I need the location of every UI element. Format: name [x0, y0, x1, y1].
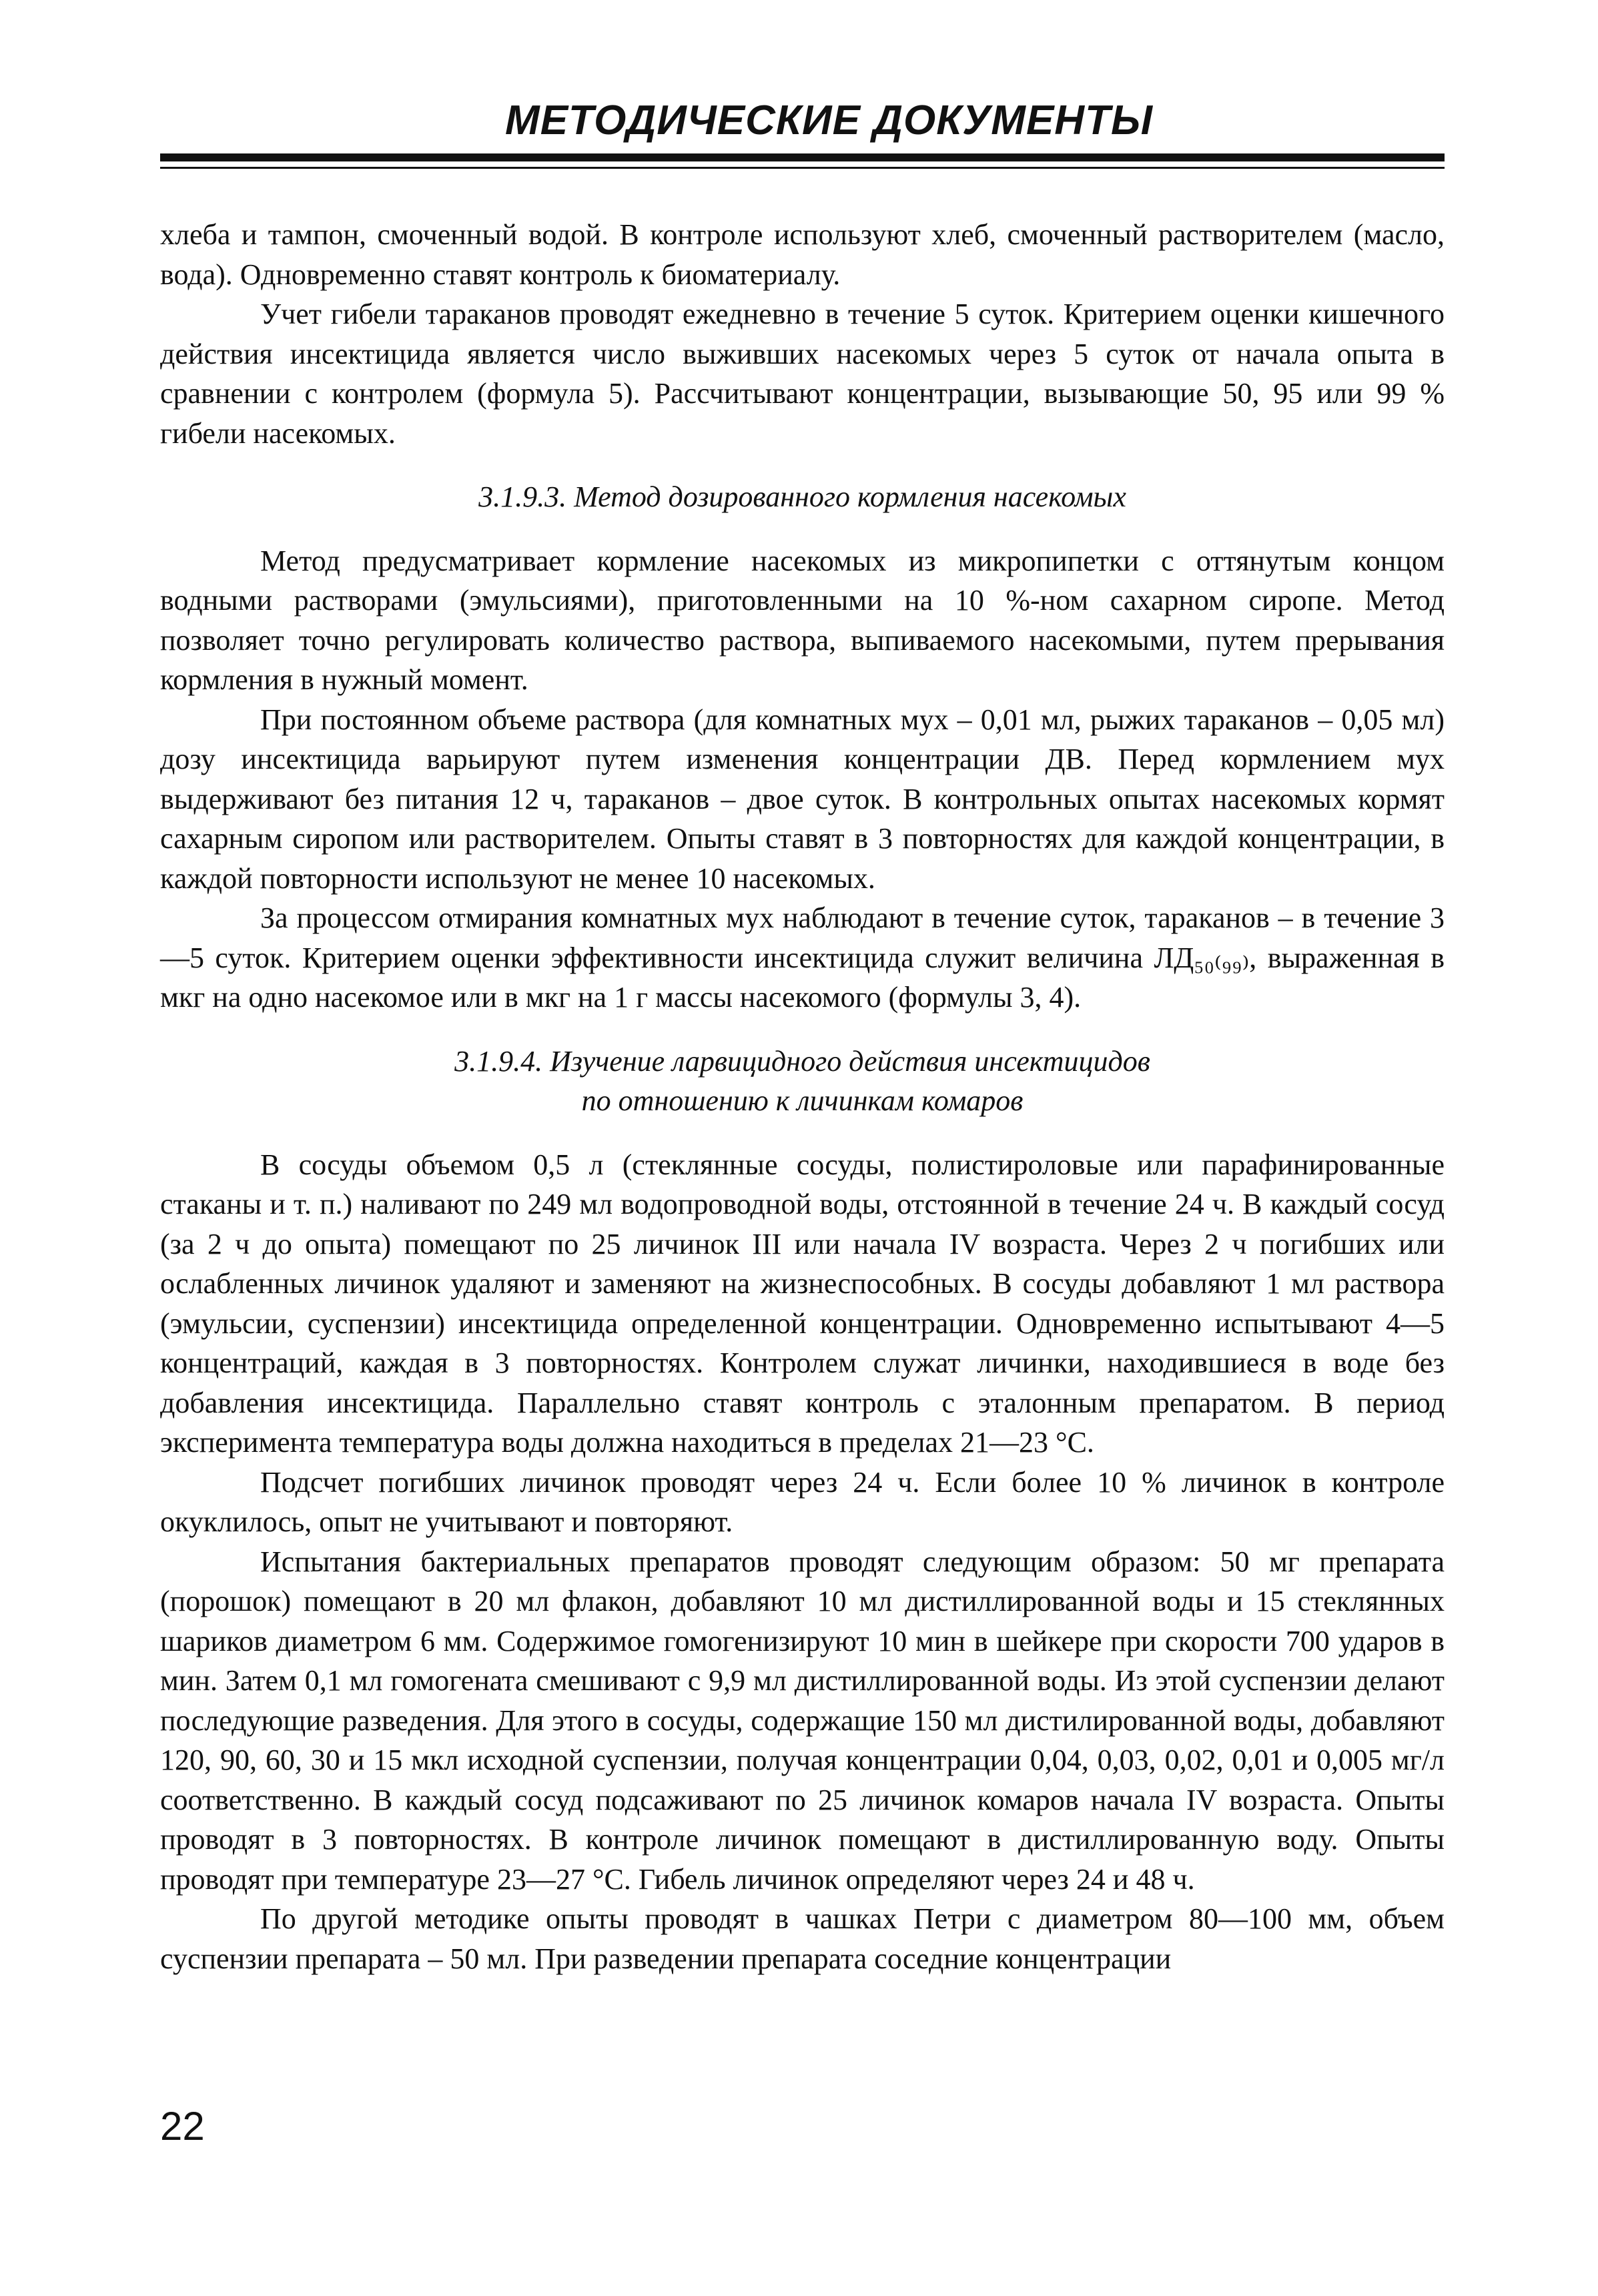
paragraph-3: Метод предусматривает кормление насекомых из микропипетки с оттянутым концом водными растворами (эмульсиями), приготовленными на 10 %-ном сахарном сиропе. Метод позволяет точно регулировать количество раствора, выпиваемого насекомыми, путем прерывания кормления в нужный момент.: [160, 544, 1445, 696]
header-rule-thin: [160, 167, 1445, 169]
page-number: 22: [160, 2104, 205, 2149]
section-heading-3-1-9-4-line2: по отношению к личинкам комаров: [581, 1084, 1024, 1117]
paragraph-6: В сосуды объемом 0,5 л (стеклянные сосуды, полистироловые или парафинированные стаканы и т. п.) наливают по 249 мл водопроводной воды, отстоянной в течение 24 ч. В каждый сосуд (за 2 ч до опыта) помещают по 25 личинок III или начала IV возраста. Через 2 ч погибших или ослабленных личинок удаляют и заменяют на жизнеспособных. В сосуды добавляют 1 мл раствора (эмульсии, суспензии) инсектицида определенной концентрации. Одновременно испытывают 4—5 концентраций, каждая в 3 повторностях. Контролем служат личинки, находившиеся в воде без добавления инсектицида. Параллельно ставят контроль с эталонным препаратом. В период эксперимента температура воды должна находиться в пределах 21—23 °С.: [160, 1148, 1445, 1459]
paragraph-7: Подсчет погибших личинок проводят через 24 ч. Если более 10 % личинок в контроле окуклилось, опыт не учитывают и повторяют.: [160, 1465, 1445, 1538]
page-body: [160, 215, 1445, 1978]
paragraph-1: хлеба и тампон, смоченный водой. В контроле используют хлеб, смоченный растворителем (масло, вода). Одновременно ставят контроль к биоматериалу.: [160, 218, 1445, 291]
header-rule-thick: [160, 153, 1445, 161]
section-heading-3-1-9-4-line1: 3.1.9.4. Изучение ларвицидного действия инсектицидов: [454, 1044, 1150, 1078]
header-title: МЕТОДИЧЕСКИЕ ДОКУМЕНТЫ: [505, 97, 1153, 143]
running-header: [160, 97, 1445, 169]
paragraph-2: Учет гибели тараканов проводят ежедневно в течение 5 суток. Критерием оценки кишечного действия инсектицида является число выживших насекомых через 5 суток от начала опыта в сравнении с контролем (формула 5). Рассчитывают концентрации, вызывающие 50, 95 или 99 % гибели насекомых.: [160, 298, 1445, 450]
paragraph-4: При постоянном объеме раствора (для комнатных мух – 0,01 мл, рыжих тараканов – 0,05 мл) дозу инсектицида варьируют путем изменения концентрации ДВ. Перед кормлением мух выдерживают без питания 12 ч, тараканов – двое суток. В контрольных опытах насекомых кормят сахарным сиропом или растворителем. Опыты ставят в 3 повторностях для каждой концентрации, в каждой повторности используют не менее 10 насекомых.: [160, 703, 1445, 895]
paragraph-9: По другой методике опыты проводят в чашках Петри с диаметром 80—100 мм, объем суспензии препарата – 50 мл. При разведении препарата соседние концентрации: [160, 1902, 1445, 1975]
section-heading-3-1-9-3: 3.1.9.3. Метод дозированного кормления насекомых: [478, 480, 1126, 513]
paragraph-5: За процессом отмирания комнатных мух наблюдают в течение суток, тараканов – в течение 3—5 суток. Критерием оценки эффективности инсектицида служит величина ЛД₅₀₍₉₉₎, выраженная в мкг на одно насекомое или в мкг на 1 г массы насекомого (формулы 3, 4).: [160, 901, 1445, 1014]
paragraph-8: Испытания бактериальных препаратов проводят следующим образом: 50 мг препарата (порошок) помещают в 20 мл флакон, добавляют 10 мл дистиллированной воды и 15 стеклянных шариков диаметром 6 мм. Содержимое гомогенизируют 10 мин в шейкере при скорости 700 ударов в мин. Затем 0,1 мл гомогената смешивают с 9,9 мл дистиллированной воды. Из этой суспензии делают последующие разведения. Для этого в сосуды, содержащие 150 мл дистилированной воды, добавляют 120, 90, 60, 30 и 15 мкл исходной суспензии, получая концентрации 0,04, 0,03, 0,02, 0,01 и 0,005 мг/л соответственно. В каждый сосуд подсаживают по 25 личинок комаров начала IV возраста. Опыты проводят в 3 повторностях. В контроле личинок помещают в дистиллированную воду. Опыты проводят при температуре 23—27 °С. Гибель личинок определяют через 24 и 48 ч.: [160, 1545, 1445, 1896]
